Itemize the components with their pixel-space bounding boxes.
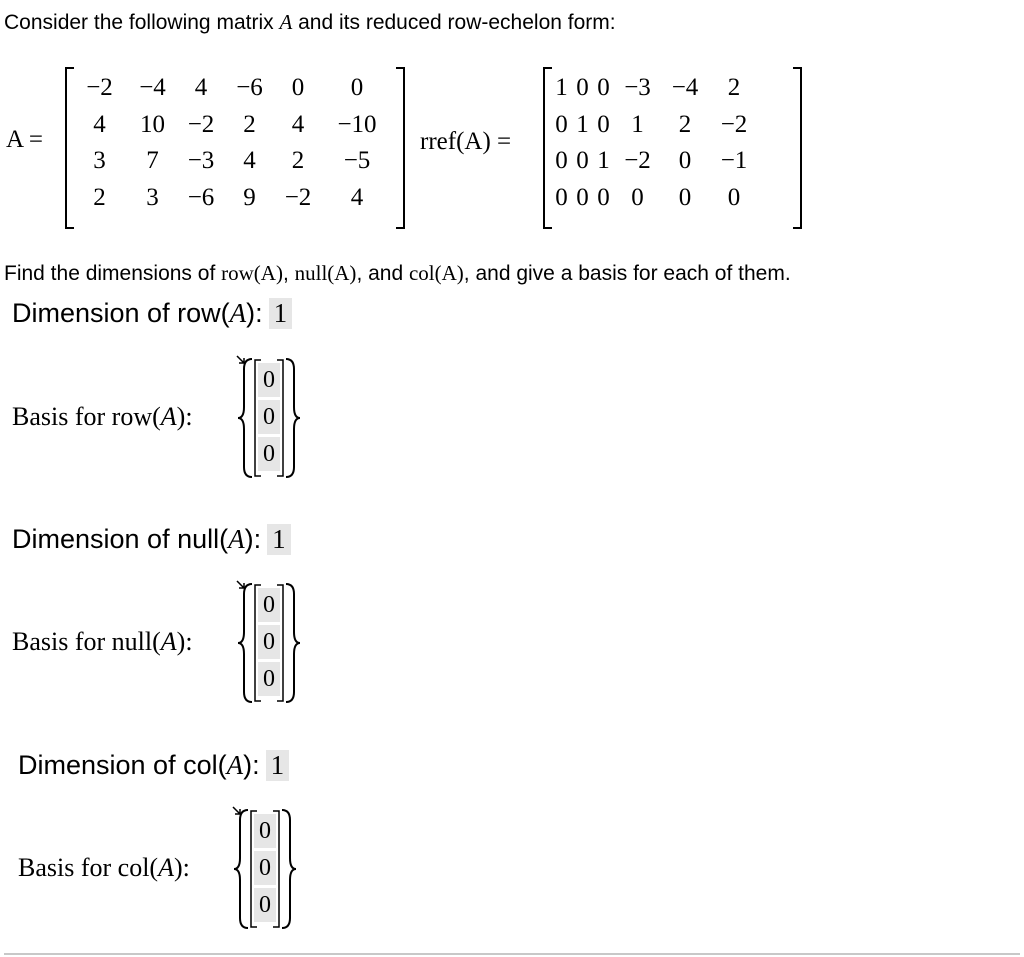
matrix-a-entry: 4	[291, 110, 305, 138]
null-dim-suffix: ):	[244, 524, 262, 554]
find-text-4: , and give a basis for each of them.	[463, 262, 791, 285]
null-basis-vector	[236, 580, 316, 706]
matrix-a-entry: 2	[243, 110, 256, 138]
matrix-a-label: A =	[6, 126, 44, 153]
matrix-a-entry: 4	[93, 110, 106, 138]
null-basis-label	[12, 627, 193, 657]
rref-entry: 0	[727, 183, 741, 211]
row-basis-var: A	[160, 402, 177, 431]
col-dimension-line	[18, 750, 289, 781]
rref-entry: 0	[597, 110, 610, 138]
rref-entry: 0	[555, 147, 568, 175]
col-basis-entry-3[interactable]: 0	[254, 888, 276, 922]
col-dim-suffix: ):	[243, 750, 260, 780]
rref-entry: 0	[576, 183, 589, 211]
null-dim-var: A	[228, 524, 245, 554]
row-dim-suffix: ):	[246, 298, 263, 328]
row-basis-entry-2[interactable]: 0	[258, 400, 280, 434]
rref-entry: 2	[678, 110, 692, 138]
null-basis-entry-3[interactable]: 0	[258, 662, 280, 696]
col-dimension-input[interactable]: 1	[266, 750, 290, 781]
rref-entry: 0	[597, 183, 610, 211]
rref-entry: −1	[720, 147, 748, 175]
row-resize-handle-icon[interactable]	[236, 355, 246, 365]
col-basis-entry-2[interactable]: 0	[254, 851, 276, 885]
null-basis-suffix: ):	[176, 627, 193, 656]
row-basis-label	[12, 402, 193, 432]
find-text-2: ,	[282, 262, 295, 285]
find-col-space: col(A)	[408, 261, 464, 285]
col-basis-prefix: Basis for col(	[18, 853, 159, 882]
row-dimension-line	[12, 298, 292, 329]
rref-right-bracket	[793, 67, 802, 229]
col-dim-prefix: Dimension of col(	[18, 750, 227, 780]
rref-entry: −4	[671, 74, 699, 102]
intro-text-1: Consider the following matrix	[4, 11, 280, 34]
matrix-a-entry: 2	[291, 147, 305, 175]
null-dimension-input[interactable]: 1	[267, 524, 291, 555]
rref-entry: 0	[576, 147, 589, 175]
row-basis-vector	[236, 355, 316, 481]
null-basis-var: A	[160, 627, 177, 656]
matrix-a-entry: −4	[139, 74, 166, 102]
rref-matrix	[551, 70, 759, 216]
rref-entry: 0	[576, 74, 589, 102]
matrix-a-entry: −6	[187, 183, 215, 211]
matrix-a-entry: −6	[236, 74, 263, 102]
matrix-a-entry: 7	[146, 147, 159, 175]
null-dimension-line	[12, 524, 291, 555]
rref-entry: 0	[631, 183, 644, 211]
row-dim-prefix: Dimension of row(	[12, 298, 230, 328]
null-basis-entry-2[interactable]: 0	[258, 625, 280, 659]
intro-matrix-var: A	[279, 10, 293, 34]
col-resize-handle-icon[interactable]	[232, 806, 242, 816]
rref-entry: 1	[631, 110, 644, 138]
matrix-a-entry: 10	[140, 110, 165, 138]
row-dim-var: A	[229, 298, 247, 328]
matrix-a	[73, 70, 394, 216]
col-dim-var: A	[226, 750, 244, 780]
find-null-space: null(A)	[294, 261, 357, 285]
bottom-divider	[4, 953, 1020, 955]
rref-entry: 0	[555, 110, 568, 138]
instructions	[4, 261, 791, 286]
matrix-a-entry: −10	[337, 110, 377, 138]
rref-entry: 0	[678, 183, 692, 211]
matrix-a-entry: 0	[291, 74, 305, 102]
intro-text-2: and its reduced row-echelon form:	[292, 11, 616, 34]
right-brace-icon	[282, 810, 296, 928]
rref-label: rref(A) =	[420, 128, 512, 155]
find-row-space: row(A)	[221, 261, 283, 285]
rref-entry: 1	[555, 74, 568, 102]
row-basis-suffix: ):	[176, 402, 193, 431]
null-basis-prefix: Basis for null(	[12, 627, 161, 656]
rref-entry: 1	[576, 110, 589, 138]
problem-intro	[4, 10, 616, 35]
col-basis-label	[18, 853, 190, 883]
right-brace-icon	[286, 359, 300, 477]
rref-entry: −2	[720, 110, 748, 138]
matrix-a-entry: −3	[187, 147, 215, 175]
rref-entry: −3	[624, 74, 651, 102]
rref-entry: 2	[727, 74, 741, 102]
null-resize-handle-icon[interactable]	[236, 580, 246, 590]
rref-entry: −2	[624, 147, 651, 175]
matrix-a-right-bracket	[396, 67, 405, 229]
matrix-a-entry: −5	[343, 147, 371, 175]
matrix-a-entry: 3	[146, 183, 159, 211]
matrix-a-entry: 4	[194, 74, 208, 102]
find-text-1: Find the dimensions of	[4, 262, 222, 285]
col-basis-entry-1[interactable]: 0	[254, 814, 276, 848]
col-basis-vector	[232, 806, 312, 932]
matrix-a-entry: −2	[284, 183, 312, 211]
row-basis-entry-1[interactable]: 0	[258, 363, 280, 397]
right-brace-icon	[286, 584, 300, 702]
rref-entry: 0	[555, 183, 568, 211]
rref-entry: 0	[597, 74, 610, 102]
matrix-a-entry: 2	[93, 183, 106, 211]
null-dim-prefix: Dimension of null(	[12, 524, 229, 554]
rref-entry: 1	[597, 147, 610, 175]
matrix-a-entry: −2	[187, 110, 215, 138]
row-dimension-input[interactable]: 1	[269, 298, 293, 329]
null-basis-entry-1[interactable]: 0	[258, 588, 280, 622]
left-brace-icon	[238, 584, 252, 702]
matrix-a-entry: 4	[350, 183, 364, 211]
left-brace-icon	[234, 810, 248, 928]
col-basis-var: A	[158, 853, 174, 882]
matrix-a-entry: −2	[86, 74, 113, 102]
rref-entry: 0	[678, 147, 692, 175]
matrix-a-entry: 9	[243, 183, 256, 211]
row-basis-entry-3[interactable]: 0	[258, 437, 280, 471]
matrix-a-entry: 4	[243, 147, 256, 175]
matrix-a-entry: 3	[93, 147, 106, 175]
col-basis-suffix: ):	[173, 853, 190, 882]
left-brace-icon	[238, 359, 252, 477]
find-text-3: , and	[356, 262, 409, 285]
row-basis-prefix: Basis for row(	[12, 402, 161, 431]
matrix-a-entry: 0	[350, 74, 364, 102]
